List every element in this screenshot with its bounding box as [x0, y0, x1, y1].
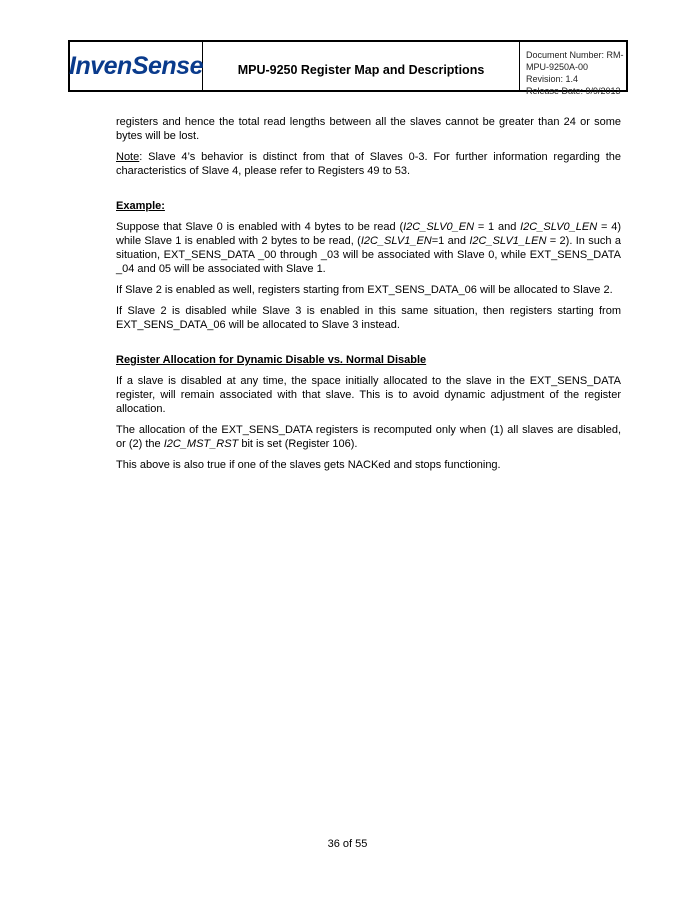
ex1-text-i: = 2). In such a situation, EXT_SENS_DATA _00 through _03 will be associated with Slave 0, while EXT_SENS_DATA _04 and 05 will be associated with Slave 1. — [116, 235, 621, 275]
document-title: MPU-9250 Register Map and Descriptions — [203, 42, 520, 90]
paragraph-example-1 — [116, 220, 621, 276]
ex1-code-slv1-len: I2C_SLV1_LEN — [469, 235, 547, 247]
ex1-code-slv0-en: I2C_SLV0_EN — [403, 221, 475, 233]
ex1-text-g: =1 and — [431, 235, 470, 247]
paragraph-note — [116, 150, 621, 178]
alloc2-code-mst-rst: I2C_MST_RST — [163, 438, 239, 450]
allocation-heading: Register Allocation for Dynamic Disable vs. Normal Disable — [116, 354, 427, 366]
paragraph-read-length: registers and hence the total read lengths between all the slaves cannot be greater than 24 or some bytes will be lost. — [116, 116, 621, 142]
document-info — [520, 42, 626, 96]
logo-cell — [70, 42, 203, 90]
alloc2-text-a: The allocation of the EXT_SENS_DATA registers is recomputed only when (1) all slaves are disabled, or (2) the — [116, 424, 621, 450]
ex1-code-slv0-len: I2C_SLV0_LEN — [520, 221, 598, 233]
alloc2-text-c: bit is set (Register 106). — [238, 438, 358, 450]
release-date: Release Date: 9/9/2013 — [526, 86, 621, 96]
revision: Revision: 1.4 — [526, 74, 579, 84]
note-text: : Slave 4’s behavior is distinct from that of Slaves 0-3. For further information regarding the characteristics of Slave 4, please refer to Registers 49 to 53. — [116, 151, 621, 177]
logo-text-inven: Inven — [69, 51, 132, 80]
document-header — [68, 40, 628, 96]
page-body — [116, 115, 621, 479]
note-label: Note — [116, 151, 140, 163]
paragraph-allocation-1: If a slave is disabled at any time, the space initially allocated to the slave in the EXT_SENS_DATA register, will remain associated with that slave. This is to avoid dynamic adjustment of the register allocation. — [116, 375, 621, 415]
paragraph-allocation-2 — [116, 423, 621, 451]
example-heading: Example: — [116, 200, 165, 212]
ex1-text-a: Suppose that Slave 0 is enabled with 4 bytes to be read ( — [116, 221, 404, 233]
paragraph-example-3: If Slave 2 is disabled while Slave 3 is enabled in this same situation, then registers starting from EXT_SENS_DATA_06 will be allocated to Slave 3 instead. — [116, 305, 621, 331]
page-number: 36 of 55 — [327, 838, 368, 850]
ex1-text-e: = 4) while Slave 1 is enabled with 2 bytes to be read, ( — [116, 221, 621, 247]
ex1-code-slv1-en: I2C_SLV1_EN — [360, 235, 432, 247]
invensense-logo — [69, 51, 203, 80]
document-number: Document Number: RM-MPU-9250A-00 — [526, 50, 624, 72]
logo-text-sense: Sense — [131, 51, 203, 80]
ex1-text-c: = 1 and — [474, 221, 521, 233]
paragraph-example-2: If Slave 2 is enabled as well, registers starting from EXT_SENS_DATA_06 will be allocated to Slave 2. — [116, 284, 613, 296]
paragraph-allocation-3: This above is also true if one of the slaves gets NACKed and stops functioning. — [116, 459, 501, 471]
